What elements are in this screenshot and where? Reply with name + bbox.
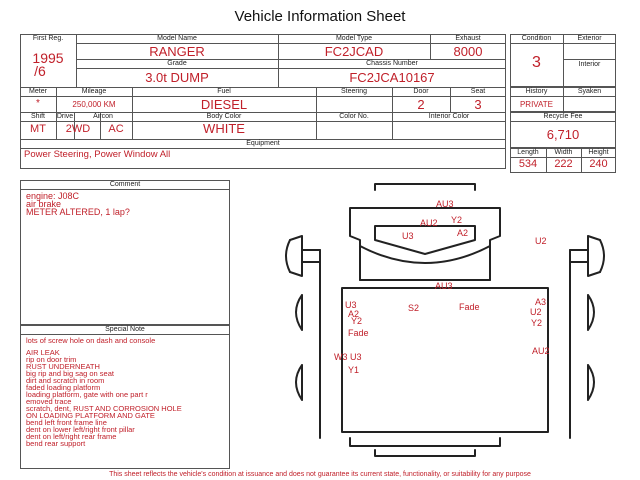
special-note-line: loading platform, gate with one part r [26, 390, 148, 399]
door-value: 2 [417, 97, 425, 112]
seat-value: 3 [474, 97, 482, 112]
exhaust-label: Exhaust [455, 35, 481, 42]
mileage-label: Mileage [81, 88, 107, 95]
special-note-line: big rip and big sag on seat [26, 369, 114, 378]
fuel-value: DIESEL [200, 97, 248, 112]
history-label: History [525, 88, 548, 95]
steering-label: Steering [340, 88, 368, 95]
length-label: Length [517, 149, 539, 156]
length-value: 534 [518, 158, 538, 170]
damage-mark: AU2 [532, 346, 550, 356]
special-note-line: ON LOADING PLATFORM AND GATE [26, 411, 155, 420]
model-type-label: Model Type [335, 35, 373, 42]
model-name-value: RANGER [149, 44, 205, 59]
special-note-line: lots of screw hole on dash and console [26, 336, 156, 345]
special-note-line: AIR LEAK [26, 348, 60, 357]
first-reg-month: /6 [34, 63, 46, 79]
first-reg-year: 1995 [32, 50, 64, 66]
comment-line: METER ALTERED, 1 lap? [26, 207, 130, 217]
aircon-value: AC [108, 123, 124, 135]
damage-mark: S2 [408, 303, 420, 313]
left-rear-wheel-2 [296, 365, 302, 400]
special-note-line: RUST UNDERNEATH [26, 362, 100, 371]
meter-value: * [36, 98, 40, 109]
special-note-line: bend left front frame line [26, 418, 107, 427]
mileage-value: 250,000 KM [72, 100, 116, 109]
disclaimer-footer: This sheet reflects the vehicle's condition at issuance and does not guarantee its current state, functionality, or suitability for any purpose [109, 471, 531, 478]
damage-mark: Y2 [531, 318, 543, 328]
damage-mark: U3 [345, 300, 357, 310]
aircon-label: Aircon [93, 113, 113, 120]
meter-label: Meter [29, 88, 47, 95]
grade-label: Grade [167, 60, 187, 67]
special-note-label: Special Note [105, 326, 145, 333]
height-label: Height [588, 149, 609, 156]
damage-mark: Fade [348, 328, 369, 338]
body-color-value: WHITE [203, 121, 245, 136]
interior-color-label: Interior Color [428, 113, 470, 120]
drive-label: Drive [56, 113, 74, 120]
syaken-label: Syaken [577, 88, 602, 95]
shift-label: Shift [30, 113, 45, 120]
history-value: PRIVATE [519, 100, 554, 109]
height-value: 240 [589, 158, 608, 170]
condition-value: 3 [532, 54, 541, 71]
recycle-fee-label: Recycle Fee [543, 113, 583, 120]
rear-bumper-outline [350, 438, 500, 446]
damage-mark: W3 U3 [334, 352, 362, 362]
right-front-wheel [588, 236, 600, 276]
damage-mark: U3 [402, 231, 414, 241]
recycle-fee-value: 6,710 [546, 127, 580, 142]
width-value: 222 [554, 158, 573, 170]
special-note-line: faded loading platform [26, 383, 101, 392]
special-note-line: scratch, dent, RUST AND CORROSION HOLE [26, 404, 182, 413]
interior-label: Interior [578, 61, 601, 68]
special-note-line: dent on lower left/right front pillar [26, 425, 135, 434]
width-label: Width [554, 149, 573, 156]
fuel-label: Fuel [217, 88, 231, 95]
color-no-label: Color No. [339, 113, 369, 120]
cargo-bed-outline [342, 288, 548, 432]
chassis-number-label: Chassis Number [366, 60, 418, 67]
damage-mark: Y2 [451, 215, 463, 225]
grade-value: 3.0t DUMP [145, 70, 209, 85]
damage-mark: AU2 [420, 218, 438, 228]
damage-mark: U2 [535, 236, 547, 246]
page-title: Vehicle Information Sheet [234, 8, 406, 25]
right-rear-wheel-1 [588, 295, 594, 330]
damage-mark: A3 [535, 297, 547, 307]
damage-mark: U2 [530, 307, 542, 317]
drive-value: 2WD [65, 123, 91, 135]
special-note-line: bend rear support [26, 439, 86, 448]
seat-label: Seat [470, 88, 486, 95]
exhaust-value: 8000 [453, 44, 483, 59]
chassis-number-value: FC2JCA10167 [349, 70, 435, 85]
damage-mark: Y2 [351, 316, 363, 326]
truck-damage-diagram [280, 180, 610, 465]
model-name-label: Model Name [157, 35, 197, 42]
damage-mark: Fade [459, 302, 480, 312]
equipment-value: Power Steering, Power Window All [24, 149, 171, 160]
damage-mark: Y1 [348, 365, 360, 375]
door-label: Door [413, 88, 429, 95]
damage-mark: A2 [457, 228, 469, 238]
damage-mark: A2 [348, 309, 360, 319]
equipment-label: Equipment [246, 140, 280, 147]
damage-mark: AU3 [435, 281, 453, 291]
first-reg-label: First Reg. [32, 35, 64, 42]
condition-label: Condition [521, 35, 552, 42]
damage-mark: AU3 [436, 199, 454, 209]
special-note-line: rip on door trim [26, 355, 77, 364]
left-rear-wheel-1 [296, 295, 302, 330]
exterior-label: Exterior [577, 35, 602, 42]
comment-label: Comment [109, 181, 141, 188]
model-type-value: FC2JCAD [324, 44, 384, 59]
left-front-wheel [290, 236, 302, 276]
special-note-line: dent on left/right rear frame [26, 432, 117, 441]
special-note-line: emoved trace [26, 397, 72, 406]
comment-line: air brake [26, 199, 62, 209]
front-bumper-outline [375, 184, 475, 190]
body-color-label: Body Color [206, 113, 242, 120]
shift-value: MT [30, 123, 46, 135]
comment-line: engine: J08C [26, 191, 80, 201]
right-rear-wheel-2 [588, 365, 594, 400]
special-note-line: dirt and scratch in room [26, 376, 105, 385]
